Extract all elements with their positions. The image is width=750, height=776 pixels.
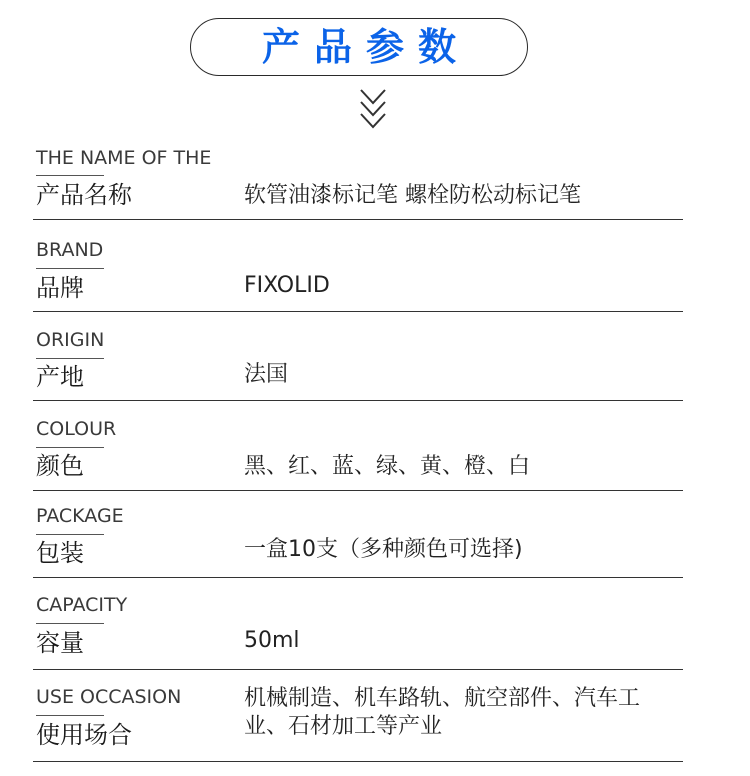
param-label-en: THE NAME OF THE — [36, 147, 212, 169]
param-label-cn: 包装 — [36, 539, 84, 567]
param-label-en: USE OCCASION — [36, 686, 182, 708]
param-row-brand — [33, 220, 683, 312]
param-label-cn: 产品名称 — [36, 181, 132, 209]
title-pill — [190, 18, 528, 76]
param-row-origin — [33, 312, 683, 401]
param-row-package — [33, 491, 683, 578]
param-label-en: BRAND — [36, 239, 104, 261]
param-label-cn: 使用场合 — [36, 721, 132, 749]
param-row-use-occasion — [33, 670, 683, 762]
param-label-cn: 颜色 — [36, 452, 84, 480]
param-value: 法国 — [244, 362, 289, 387]
param-row-colour — [33, 401, 683, 491]
label-underline — [36, 623, 104, 624]
param-label-cn: 品牌 — [36, 274, 84, 302]
param-value: 机械制造、机车路轨、航空部件、汽车工业、石材加工等产业 — [244, 686, 641, 739]
param-row-name — [33, 138, 683, 220]
param-row-capacity — [33, 578, 683, 670]
param-value: 黑、红、蓝、绿、黄、橙、白 — [244, 454, 531, 479]
param-label-en: ORIGIN — [36, 329, 105, 351]
param-label-en: CAPACITY — [36, 594, 128, 616]
param-value: FIXOLID — [244, 273, 330, 298]
param-label-cn: 容量 — [36, 629, 84, 657]
param-label-en: COLOUR — [36, 418, 117, 440]
param-value: 软管油漆标记笔 螺栓防松动标记笔 — [244, 183, 581, 208]
param-label-en: PACKAGE — [36, 505, 124, 527]
param-value: 一盒10支（多种颜色可选择) — [244, 537, 523, 562]
param-value: 50ml — [244, 628, 300, 653]
label-underline — [36, 175, 104, 176]
label-underline — [36, 447, 104, 448]
label-underline — [36, 268, 104, 269]
page-title: 产品参数 — [261, 25, 470, 69]
param-label-cn: 产地 — [36, 363, 84, 391]
label-underline — [36, 358, 104, 359]
label-underline — [36, 715, 104, 716]
label-underline — [36, 534, 104, 535]
parameter-table — [33, 138, 683, 762]
triple-chevron-down-icon — [357, 86, 389, 132]
